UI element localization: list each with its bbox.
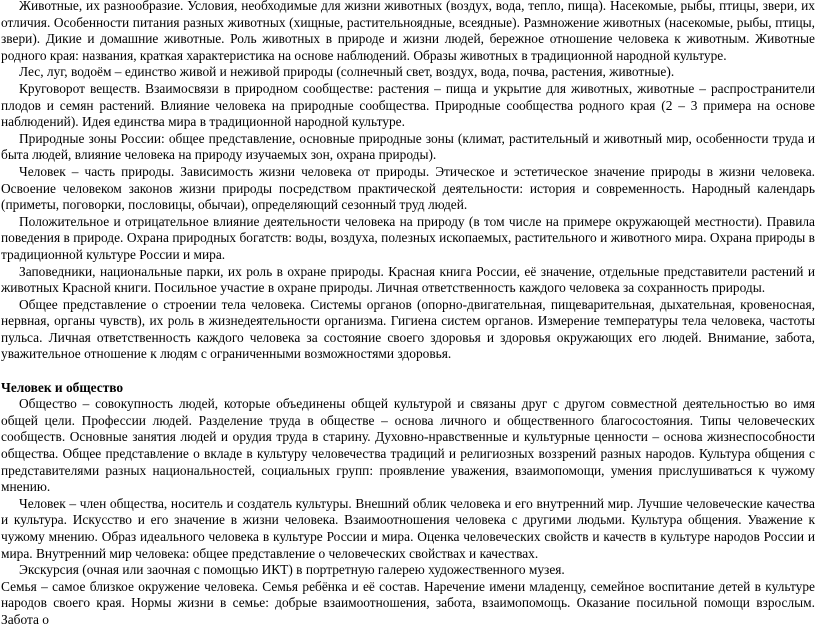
- paragraph-human-body: Общее представление о строении тела человека. Системы органов (опорно-двигательная, пищеварительная, дыхательная, кровеносная, нервная, органы чувств), их роль в жизнедеятельности организма. Гигиена систем органов. Измерение температуры тела человека, частоты пульса. Личная ответственность каждого человека за состояние своего здоровья и здоровья окружающих его людей. Внимание, забота, уважительное отношение к людям с ограниченными возможностями здоровья.: [1, 296, 815, 362]
- paragraph-substance-cycle: Круговорот веществ. Взаимосвязи в природном сообществе: растения – пища и укрытие для животных, животные – распространители плодов и семян растений. Влияние человека на природные сообщества. Природные сообщества родного края (2 – 3 примера на основе наблюдений). Идея единства мира в традиционной народной культуре.: [1, 80, 815, 130]
- paragraph-human-influence: Положительное и отрицательное влияние деятельности человека на природу (в том числе на примере окружающей местности). Правила поведения в природе. Охрана природных богатств: воды, воздуха, полезных ископаемых, растительного и животного мира. Охрана природы в традиционной культуре России и мира.: [1, 213, 815, 262]
- paragraph-family: Семья – самое близкое окружение человека. Семья ребёнка и её состав. Наречение имени младенцу, семейное воспитание детей в культуре народов своего края. Нормы жизни в семье: добрые взаимоотношения, забота, взаимопомощь. Оказание посильной помощи взрослым. Забота о: [1, 578, 815, 627]
- paragraph-natural-zones: Природные зоны России: общее представление, основные природные зоны (климат, растительный и животный мир, особенности труда и быта людей, влияние человека на природу изучаемых зон, охрана природы).: [1, 130, 815, 163]
- paragraph-human-nature: Человек – часть природы. Зависимость жизни человека от природы. Этическое и эстетическое значение природы в жизни человека. Освоение человеком законов жизни природы посредством практической деятельности: история и современность. Народный календарь (приметы, поговорки, пословицы, обычаи), определяющий сезонный труд людей.: [1, 163, 815, 213]
- paragraph-forest-meadow: Лес, луг, водоём – единство живой и неживой природы (солнечный свет, воздух, вода, почва, растения, животные).: [19, 64, 675, 80]
- section-heading: Человек и общество: [1, 379, 124, 395]
- paragraph-reserves: Заповедники, национальные парки, их роль в охране природы. Красная книга России, её значение, отдельные представители растений и животных Красной книги. Посильное участие в охране природы. Личная ответственность каждого человека за сохранность природы.: [1, 263, 815, 296]
- paragraph-society: Общество – совокупность людей, которые объединены общей культурой и связаны друг с другом совместной деятельностью во имя общей цели. Профессии людей. Разделение труда в обществе – основа личного и общественного благосостояния. Типы человеческих сообществ. Основные занятия людей и орудия труда в старину. Духовно-нравственные и культурные ценности – основа жизнеспособности общества. Общее представление о вкладе в культуру человечества традиций и религиозных воззрений разных народов. Культура общения с представителями разных национальностей, социальных групп: проявление уважения, взаимопомощи, умения прислушиваться к чужому мнению.: [1, 396, 815, 495]
- paragraph-human-member: Человек – член общества, носитель и создатель культуры. Внешний облик человека и его внутренний мир. Лучшие человеческие качества и культура. Искусство и его значение в жизни человека. Взаимоотношения человека с другими людьми. Культура общения. Уважение к чужому мнению. Образ идеального человека в культуре России и мира. Оценка человеческих свойств и качеств в культуре народов России и мира. Внутренний мир человека: общее представление о человеческих свойствах и качествах.: [1, 495, 815, 561]
- paragraph-excursion: Экскурсия (очная или заочная с помощью ИКТ) в портретную галерею художественного музея.: [19, 562, 565, 578]
- blank-line: [1, 363, 815, 380]
- paragraph-animals: Животные, их разнообразие. Условия, необходимые для жизни животных (воздух, вода, тепло, пища). Насекомые, рыбы, птицы, звери, их отличия. Особенности питания разных животных (хищные, растительноядные, всеядные). Размножение животных (насекомые, рыбы, птицы, звери). Дикие и домашние животные. Роль животных в природе и жизни людей, бережное отношение человека к животным. Животные родного края: названия, краткая характеристика на основе наблюдений. Образы животных в традиционной народной культуре.: [1, 0, 815, 63]
